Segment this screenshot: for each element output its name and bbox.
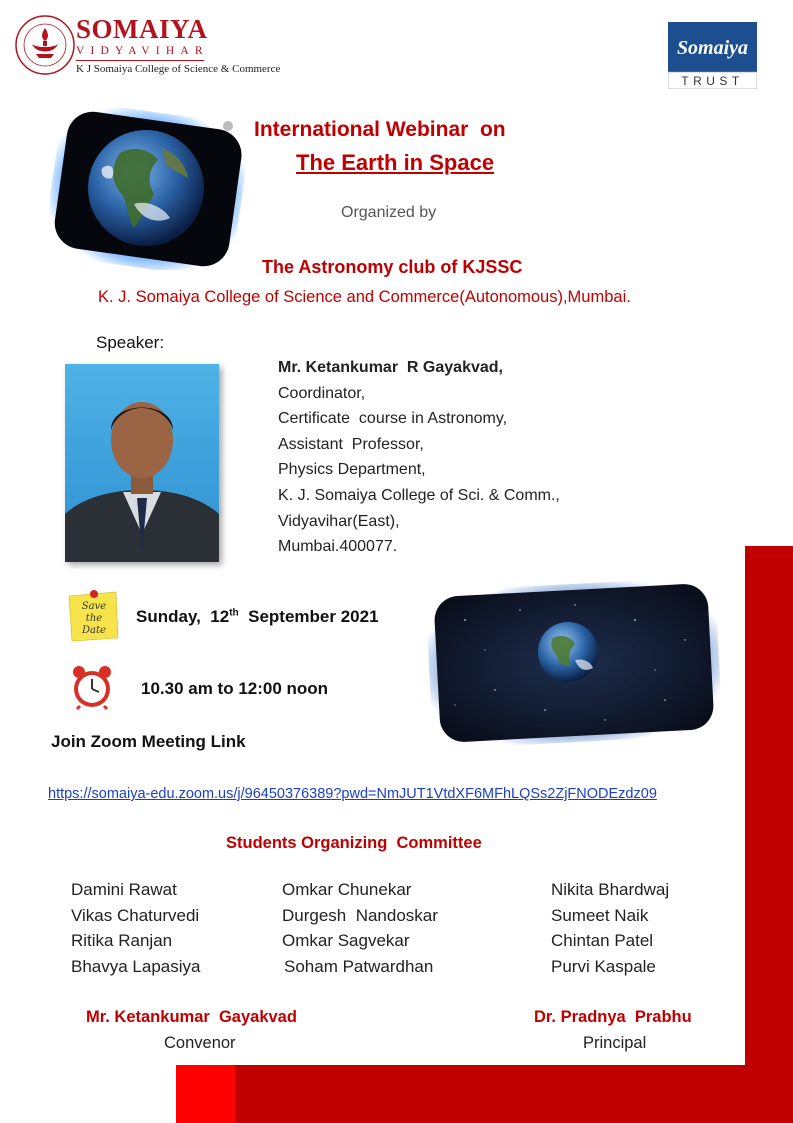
event-date-day: Sunday, 12: [136, 607, 230, 626]
zoom-meeting-label: Join Zoom Meeting Link: [51, 732, 246, 751]
speaker-label: Speaker:: [96, 333, 165, 352]
brand-block: [76, 16, 280, 75]
speaker-detail-line: Assistant Professor,: [278, 435, 424, 453]
alarm-clock-icon: [70, 664, 114, 710]
speaker-name: Mr. Ketankumar R Gayakvad,: [278, 359, 503, 376]
speaker-detail-line: Certificate course in Astronomy,: [278, 410, 508, 428]
convenor-role: Convenor: [164, 1034, 236, 1052]
brand-subtitle: VIDYAVIHAR: [76, 45, 209, 57]
committee-member: Vikas Chaturvedi: [71, 905, 200, 925]
zoom-meeting-link[interactable]: https://somaiya-edu.zoom.us/j/96450376389?pwd=NmJUT1VtdXF6MFhLQSs2ZjFNODEzdz09: [48, 786, 657, 802]
brand-divider: [76, 60, 204, 61]
committee-member: Soham Patwardhan: [284, 956, 434, 976]
somaiya-logo-icon: [14, 14, 76, 76]
earth-in-space-image: [425, 580, 723, 746]
committee-member: Omkar Sagvekar: [282, 931, 410, 950]
speaker-details: [278, 355, 560, 560]
committee-member: Purvi Kaspale: [551, 956, 656, 976]
earth-image: [50, 108, 246, 270]
save-the-date-note-icon: [66, 588, 120, 643]
event-date-month-year: September 2021: [238, 607, 379, 626]
brand-name: SOMAIYA: [76, 14, 208, 44]
event-title-line2: The Earth in Space: [296, 150, 495, 175]
event-title-line1: International Webinar on: [254, 118, 506, 141]
convenor-name: Mr. Ketankumar Gayakvad: [86, 1008, 297, 1026]
committee-member: Damini Rawat: [71, 880, 177, 899]
committee-member: Chintan Patel: [551, 931, 654, 950]
decorative-bar-right: [745, 546, 793, 1065]
event-date: [136, 607, 379, 627]
brand-college: K J Somaiya College of Science & Commerce: [76, 63, 281, 75]
committee-title: Students Organizing Committee: [226, 834, 482, 852]
committee-member: Durgesh Nandoskar: [282, 905, 438, 925]
organizer-college: K. J. Somaiya College of Science and Commerce(Autonomous),Mumbai.: [98, 288, 631, 306]
committee-member: Ritika Ranjan: [71, 931, 173, 950]
speaker-detail-line: Mumbai.400077.: [278, 538, 398, 556]
committee-member: Nikita Bhardwaj: [551, 880, 670, 899]
organized-by-label: Organized by: [341, 204, 437, 221]
somaiya-trust-logo-icon: [668, 22, 757, 89]
principal-role: Principal: [583, 1034, 647, 1052]
decorative-bar-bottom: [176, 1065, 793, 1123]
committee-column-2: [282, 877, 438, 979]
organizer-club: The Astronomy club of KJSSC: [262, 257, 523, 277]
event-time: 10.30 am to 12:00 noon: [141, 679, 329, 698]
note-line: the: [85, 613, 103, 624]
event-date-suffix: th: [229, 607, 239, 619]
speaker-detail-line: Coordinator,: [278, 384, 366, 402]
trust-logo-text: Somaiya: [676, 37, 749, 59]
speaker-photo: [65, 364, 219, 562]
trust-label: TRUST: [681, 74, 744, 88]
committee-member: Bhavya Lapasiya: [71, 956, 201, 976]
committee-column-3: [551, 877, 669, 979]
committee-member: Sumeet Naik: [551, 905, 649, 925]
principal-name: Dr. Pradnya Prabhu: [534, 1008, 692, 1026]
speaker-detail-line: Physics Department,: [278, 461, 426, 479]
speaker-detail-line: Vidyavihar(East),: [278, 512, 400, 530]
committee-column-1: [71, 877, 200, 979]
note-line: Date: [82, 625, 106, 636]
speaker-detail-line: K. J. Somaiya College of Sci. & Comm.,: [278, 486, 560, 504]
committee-member: Omkar Chunekar: [282, 880, 412, 899]
decorative-bar-bottom-highlight: [176, 1065, 235, 1123]
note-line: Save: [81, 601, 107, 612]
